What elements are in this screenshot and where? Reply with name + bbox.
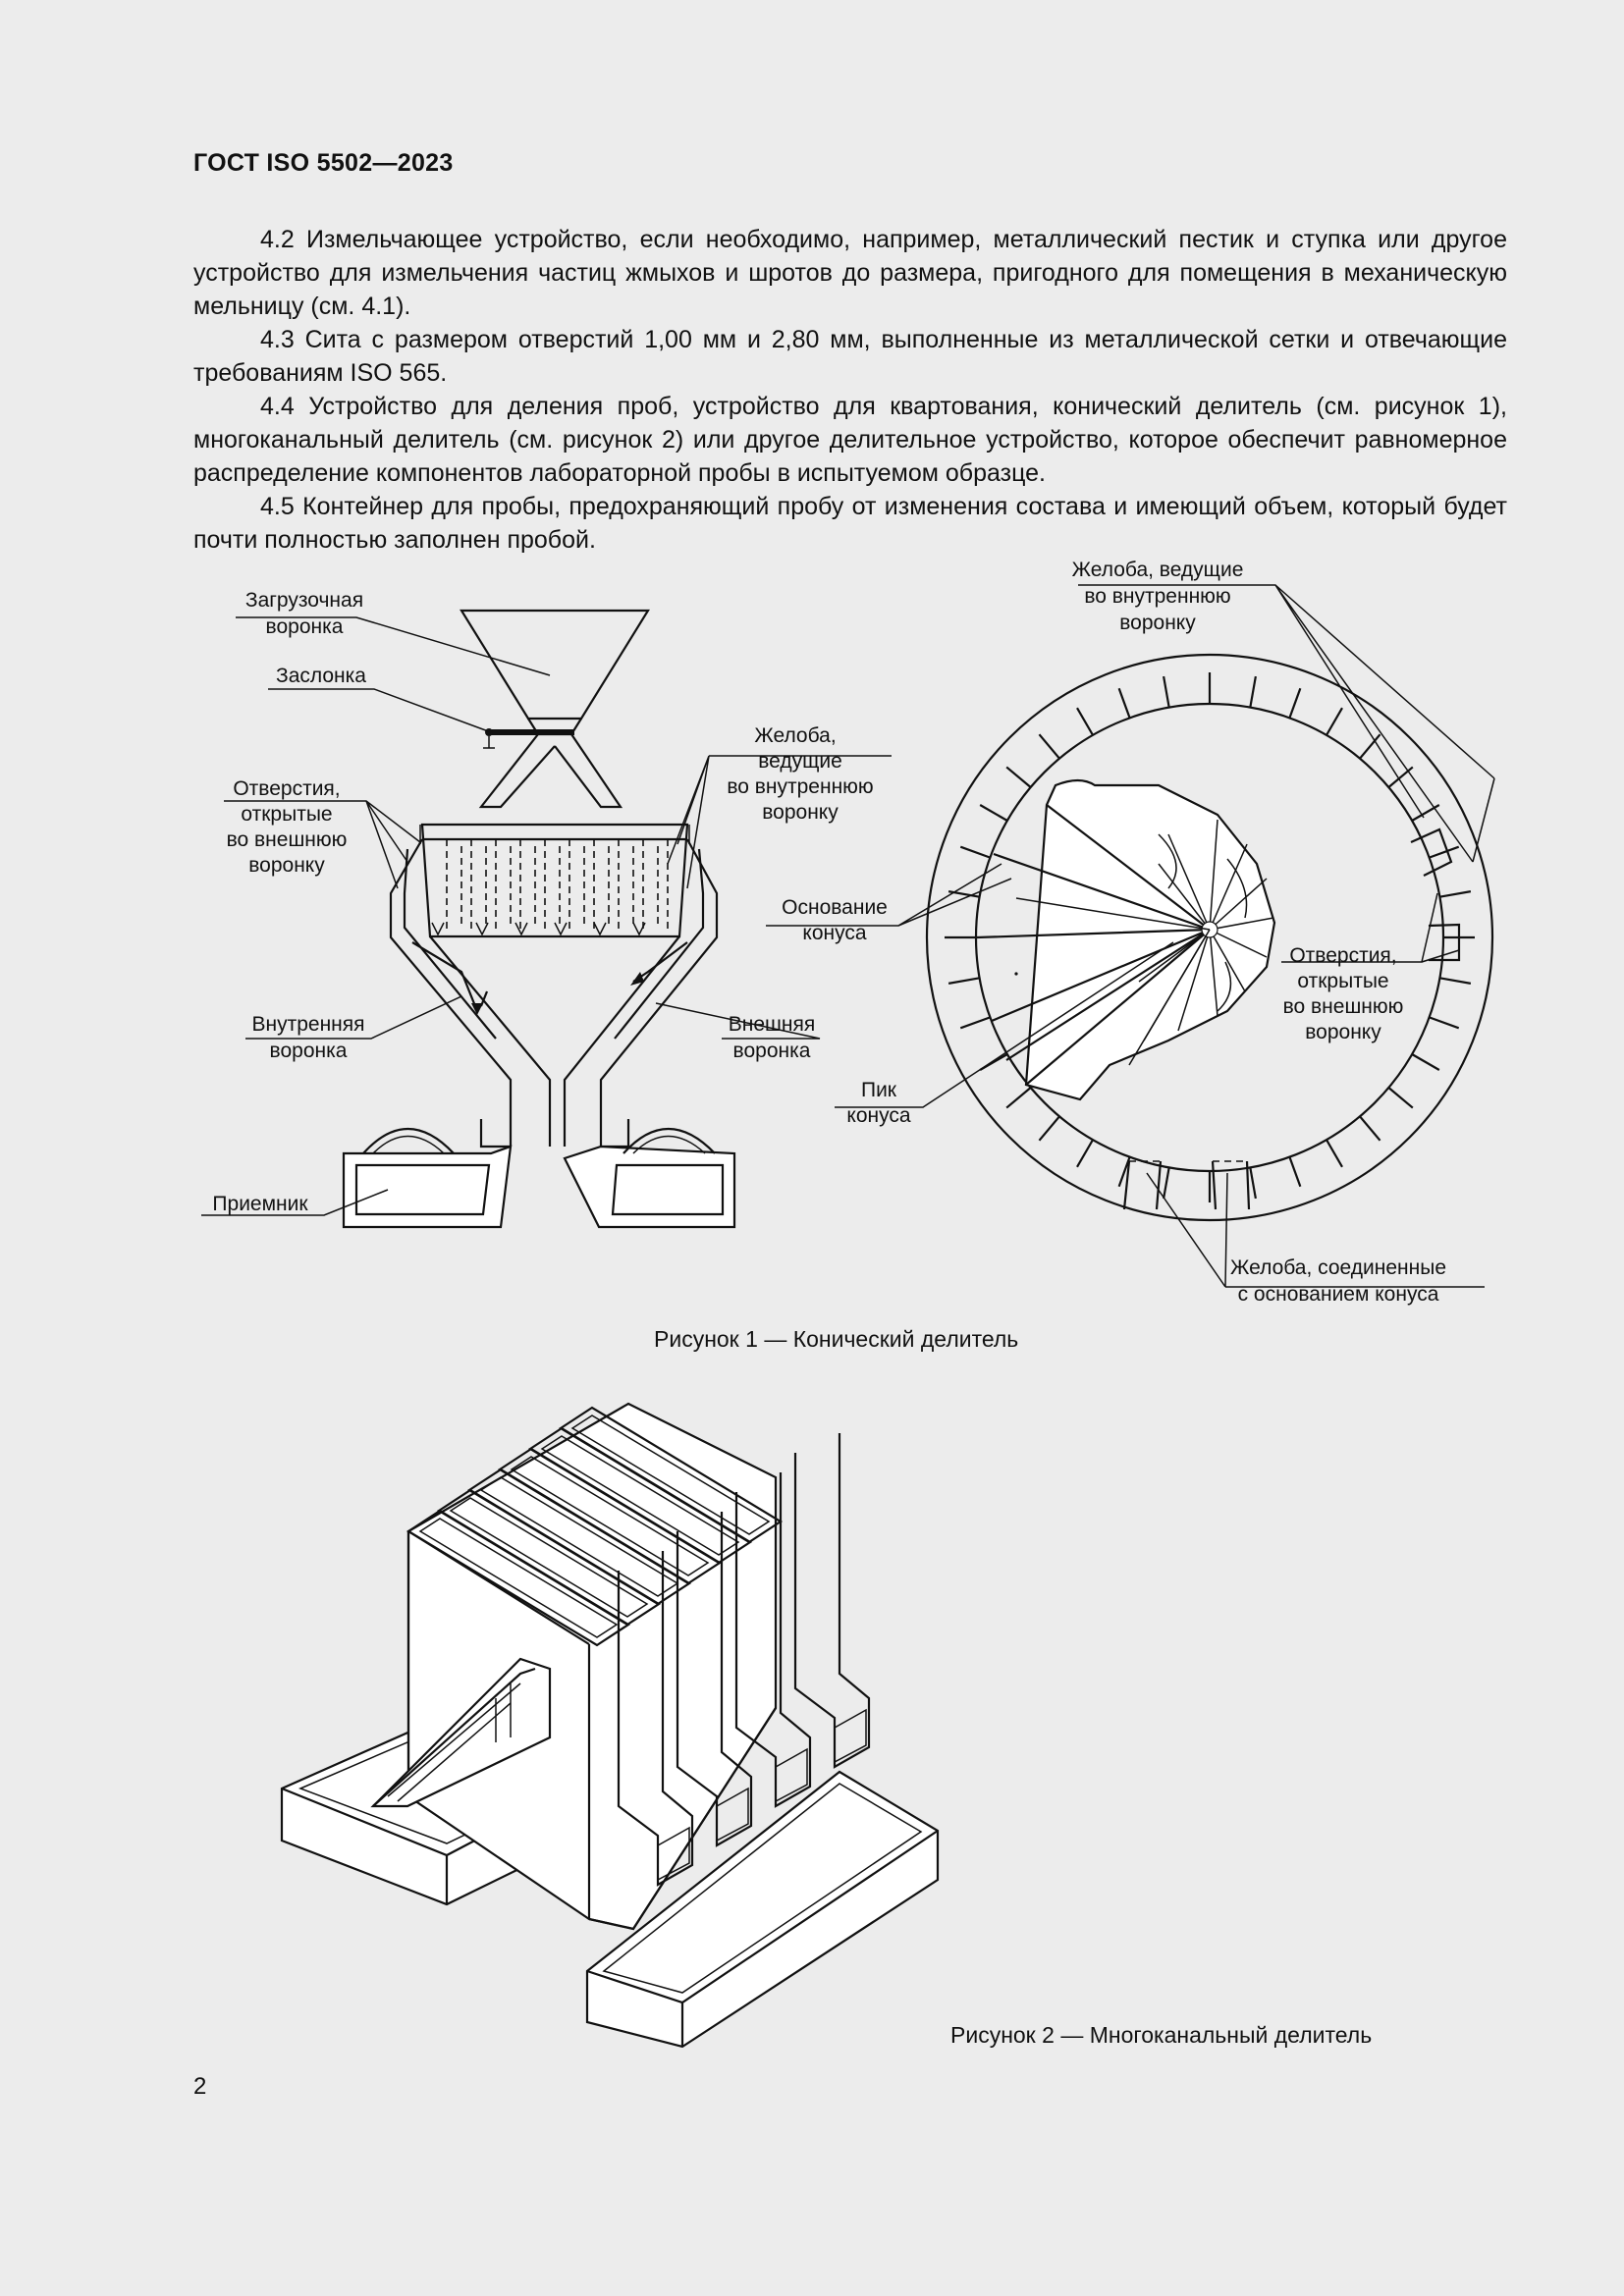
chute-divider-line xyxy=(1412,1054,1439,1070)
label-chutes-1: Желоба, xyxy=(754,724,837,747)
label-top-openings-4: воронку xyxy=(1305,1021,1381,1043)
outlet-opening xyxy=(776,1749,807,1801)
chute-divider-line xyxy=(1250,1167,1256,1199)
chute-divider-line xyxy=(948,978,980,984)
label-openings-1: Отверстия, xyxy=(233,777,341,800)
figure-2-caption: Рисунок 2 — Многоканальный делитель xyxy=(950,2022,1373,2048)
label-receiver: Приемник xyxy=(212,1193,308,1215)
chute-divider-line xyxy=(980,805,1007,821)
chute-divider-line xyxy=(1289,1157,1300,1187)
chute-divider-line xyxy=(1430,847,1459,858)
label-chutes-3: во внутреннюю xyxy=(727,775,874,798)
chute-divider-line xyxy=(1439,891,1471,897)
cone-divider-top-view xyxy=(766,559,1494,1306)
chute-divider-line xyxy=(1289,688,1300,718)
label-gate: Заслонка xyxy=(276,665,366,687)
chute-divider-line xyxy=(1412,805,1439,821)
chute-divider-line xyxy=(1164,676,1169,708)
document-header: ГОСТ ISO 5502—2023 xyxy=(193,149,454,177)
label-inner-funnel-2: воронка xyxy=(269,1040,348,1062)
label-top-chutes-1: Желоба, ведущие xyxy=(1071,559,1244,581)
label-openings-2: открытые xyxy=(241,803,333,826)
chute-divider-line xyxy=(1039,734,1059,759)
chute-divider-line xyxy=(1250,676,1256,708)
paragraph-4-3: 4.3 Сита с размером отверстий 1,00 мм и 2,80 мм, выполненные из металлической сетки и отвечающие требованиям ISO 565. xyxy=(193,326,1507,387)
chute-divider-line xyxy=(1430,1017,1459,1028)
chute-divider-line xyxy=(1360,1116,1380,1141)
outlet-opening xyxy=(717,1789,748,1841)
figure-1-caption: Рисунок 1 — Конический делитель xyxy=(654,1326,1019,1352)
chute-divider-line xyxy=(1119,688,1130,718)
chute-divider-line xyxy=(1006,1088,1031,1108)
label-chutes-2: ведущие xyxy=(758,750,842,773)
chute-divider-line xyxy=(1326,708,1342,735)
chute-divider-line xyxy=(1388,767,1413,787)
chute-divider-line xyxy=(1360,734,1380,759)
label-cone-peak-2: конуса xyxy=(846,1104,911,1127)
label-top-chutes-3: воронку xyxy=(1119,612,1196,634)
riffle-divider-drawing xyxy=(282,1404,938,2047)
label-chutes-4: воронку xyxy=(762,801,839,824)
chute-divider-line xyxy=(1326,1140,1342,1167)
label-openings-3: во внешнюю xyxy=(226,828,348,851)
label-top-openings-2: открытые xyxy=(1297,970,1389,992)
label-top-openings-1: Отверстия, xyxy=(1289,944,1397,967)
paragraph-4-5: 4.5 Контейнер для пробы, предохраняющий пробу от изменения состава и имеющий объем, который будет почти полностью заполнен пробой. xyxy=(193,493,1507,554)
label-outer-funnel-1: Внешняя xyxy=(728,1013,816,1036)
chute-divider-line xyxy=(1164,1167,1169,1199)
chute-divider-line xyxy=(1439,978,1471,984)
label-joined-chutes-2: с основанием конуса xyxy=(1237,1283,1439,1306)
label-hopper-1: Загрузочная xyxy=(244,589,364,612)
label-top-chutes-2: во внутреннюю xyxy=(1084,585,1231,608)
label-joined-chutes-1: Желоба, соединенные xyxy=(1229,1256,1447,1279)
outlet-opening xyxy=(835,1710,866,1762)
label-top-openings-3: во внешнюю xyxy=(1282,995,1404,1018)
label-openings-4: воронку xyxy=(248,854,325,877)
chute-divider-line xyxy=(1039,1116,1059,1141)
label-outer-funnel-2: воронка xyxy=(732,1040,811,1062)
chute-divider-line xyxy=(960,847,990,858)
page-number: 2 xyxy=(193,2073,207,2100)
label-cone-base-2: конуса xyxy=(802,922,867,944)
paragraph-4-2: 4.2 Измельчающее устройство, если необходимо, например, металлический пестик и ступка или другое устройство для измельчения частиц жмыхов и шротов до размера, пригодного для помещения в механическую мельницу (см. 4.1). xyxy=(193,226,1507,320)
label-cone-base-1: Основание xyxy=(782,896,888,919)
chute-divider-line xyxy=(1077,1140,1093,1167)
label-hopper-2: воронка xyxy=(265,615,344,638)
label-cone-peak-1: Пик xyxy=(860,1079,897,1101)
chute-divider-line xyxy=(1388,1088,1413,1108)
chute-divider-line xyxy=(1077,708,1093,735)
chute-divider-line xyxy=(1006,767,1031,787)
paragraph-4-4: 4.4 Устройство для деления проб, устройство для квартования, конический делитель (см. рисунок 1), многоканальный делитель (см. рисунок 2) или другое делительное устройство, которое обеспечит равномерное распределение компонентов лабораторной пробы в испытуемом образце. xyxy=(193,393,1507,487)
outlet-leg xyxy=(795,1433,869,1767)
chute-divider-line xyxy=(960,1017,990,1028)
label-inner-funnel-1: Внутренняя xyxy=(251,1013,365,1036)
